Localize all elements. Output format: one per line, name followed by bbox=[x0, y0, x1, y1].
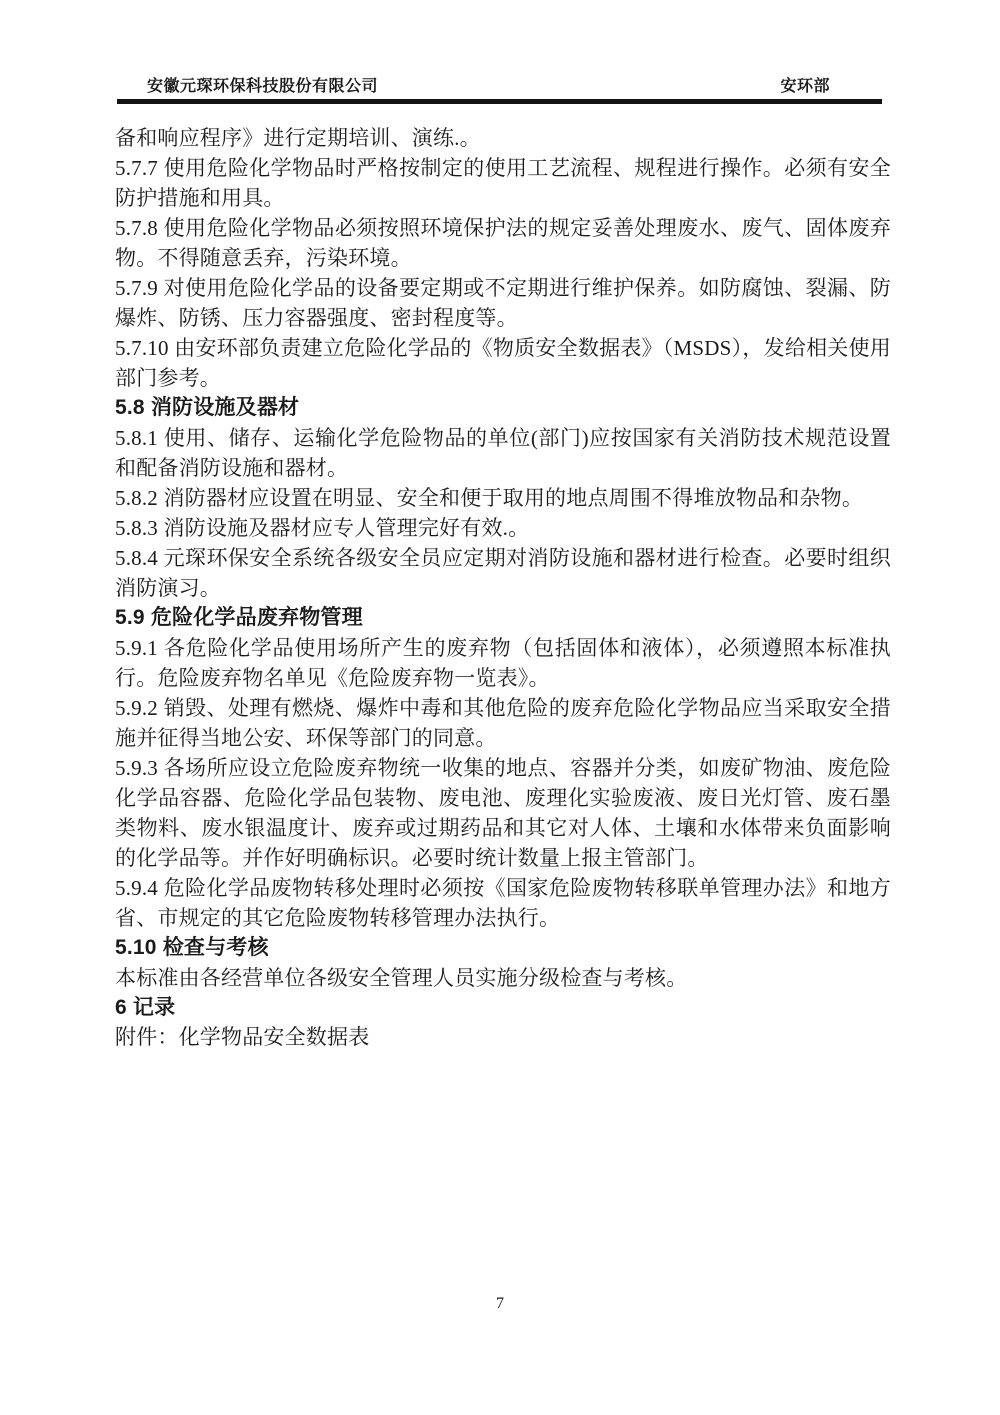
paragraph: 5.8.2 消防器材应设置在明显、安全和便于取用的地点周围不得堆放物品和杂物。 bbox=[115, 486, 864, 510]
paragraph: 5.8.1 使用、储存、运输化学危险物品的单位(部门)应按国家有关消防技术规范设置和配备消防设施和器材。 bbox=[115, 426, 891, 480]
department-name: 安环部 bbox=[780, 78, 830, 95]
paragraph: 5.9.3 各场所应设立危险废弃物统一收集的地点、容器并分类，如废矿物油、废危险化学品容器、危险化学品包装物、废电池、废理化实验废液、废日光灯管、废石墨类物料、废水银温度计、废弃或过期药品和其它对人体、土壤和水体带来负面影响的化学品等。并作好明确标识。必要时统计数量上报主管部门。 bbox=[115, 756, 891, 870]
paragraph: 本标准由各经营单位各级安全管理人员实施分级检查与考核。 bbox=[115, 966, 688, 990]
paragraph: 5.9.4 危险化学品废物转移处理时必须按《国家危险废物转移联单管理办法》和地方省、市规定的其它危险废物转移管理办法执行。 bbox=[115, 876, 891, 930]
paragraph: 5.9.2 销毁、处理有燃烧、爆炸中毒和其他危险的废弃危险化学物品应当采取安全措施并征得当地公安、环保等部门的同意。 bbox=[115, 696, 891, 750]
attachment-line: 附件：化学物品安全数据表 bbox=[115, 1026, 370, 1049]
paragraph: 5.8.3 消防设施及器材应专人管理完好有效.。 bbox=[115, 516, 530, 540]
section-heading: 5.10 检查与考核 bbox=[115, 936, 269, 959]
paragraph: 5.7.10 由安环部负责建立危险化学品的《物质安全数据表》（MSDS），发给相关使用部门参考。 bbox=[115, 336, 891, 390]
paragraph: 5.7.8 使用危险化学物品必须按照环境保护法的规定妥善处理废水、废气、固体废弃物。不得随意丢弃，污染环境。 bbox=[115, 216, 891, 270]
section-heading: 6 记录 bbox=[115, 996, 176, 1019]
section-heading: 5.9 危险化学品废弃物管理 bbox=[115, 606, 363, 629]
paragraph: 5.7.7 使用危险化学物品时严格按制定的使用工艺流程、规程进行操作。必须有安全防护措施和用具。 bbox=[115, 156, 891, 210]
paragraph: 备和响应程序》进行定期培训、演练.。 bbox=[115, 126, 481, 150]
paragraph: 5.9.1 各危险化学品使用场所产生的废弃物（包括固体和液体），必须遵照本标准执行。危险废弃物名单见《危险废弃物一览表》。 bbox=[115, 636, 891, 690]
company-name: 安徽元琛环保科技股份有限公司 bbox=[147, 78, 379, 95]
paragraph: 5.8.4 元琛环保安全系统各级安全员应定期对消防设施和器材进行检查。必要时组织消防演习。 bbox=[115, 546, 891, 600]
paragraph: 5.7.9 对使用危险化学品的设备要定期或不定期进行维护保养。如防腐蚀、裂漏、防爆炸、防锈、压力容器强度、密封程度等。 bbox=[115, 276, 891, 330]
page-number: 7 bbox=[496, 1295, 504, 1312]
page-header bbox=[117, 72, 882, 96]
section-heading: 5.8 消防设施及器材 bbox=[115, 396, 300, 419]
header-divider bbox=[117, 99, 882, 104]
document-body bbox=[115, 123, 891, 1053]
